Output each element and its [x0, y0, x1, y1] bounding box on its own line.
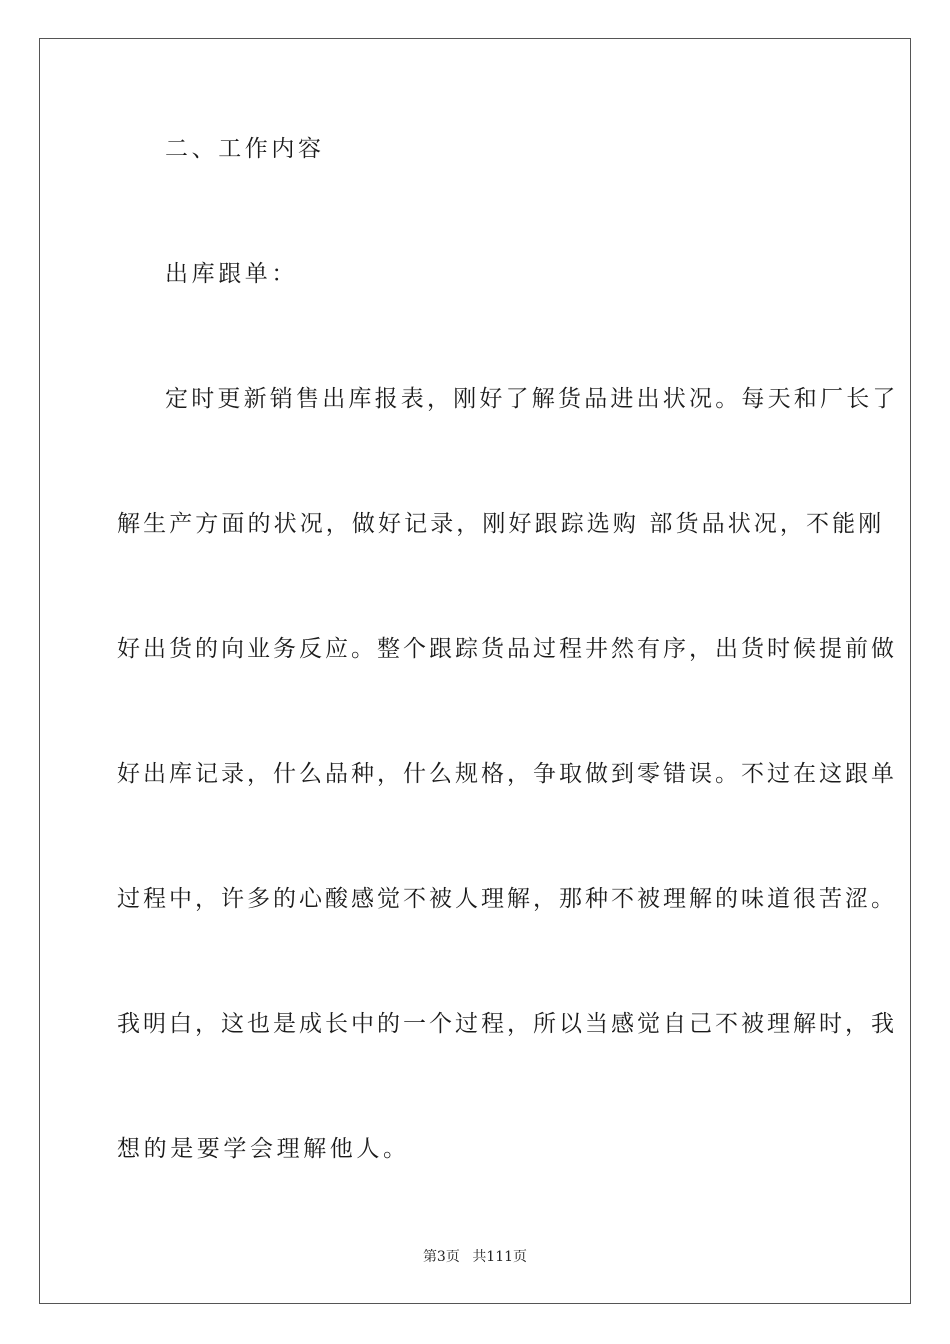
paragraph-line-5: 过程中，许多的心酸感觉不被人理解，那种不被理解的味道很苦涩。 [117, 886, 897, 912]
paragraph-line-3: 好出货的向业务反应。整个跟踪货品过程井然有序，出货时候提前做 [117, 636, 897, 662]
paragraph-line-1: 定时更新销售出库报表，刚好了解货品进出状况。每天和厂长了 [165, 386, 899, 412]
section-heading: 二、工作内容 [165, 136, 325, 162]
paragraph-line-4: 好出库记录，什么品种，什么规格，争取做到零错误。不过在这跟单 [117, 761, 897, 787]
paragraph-line-7: 想的是要学会理解他人。 [117, 1136, 410, 1162]
page-footer [0, 1247, 950, 1267]
page-border [39, 38, 911, 1304]
subheading: 出库跟单： [165, 261, 298, 287]
page-number: 第3页 [422, 1249, 460, 1265]
paragraph-line-2: 解生产方面的状况，做好记录，刚好跟踪选购 部货品状况，不能刚 [117, 511, 885, 537]
paragraph-line-6: 我明白，这也是成长中的一个过程，所以当感觉自己不被理解时，我 [117, 1011, 897, 1037]
total-pages: 共111页 [472, 1249, 528, 1265]
